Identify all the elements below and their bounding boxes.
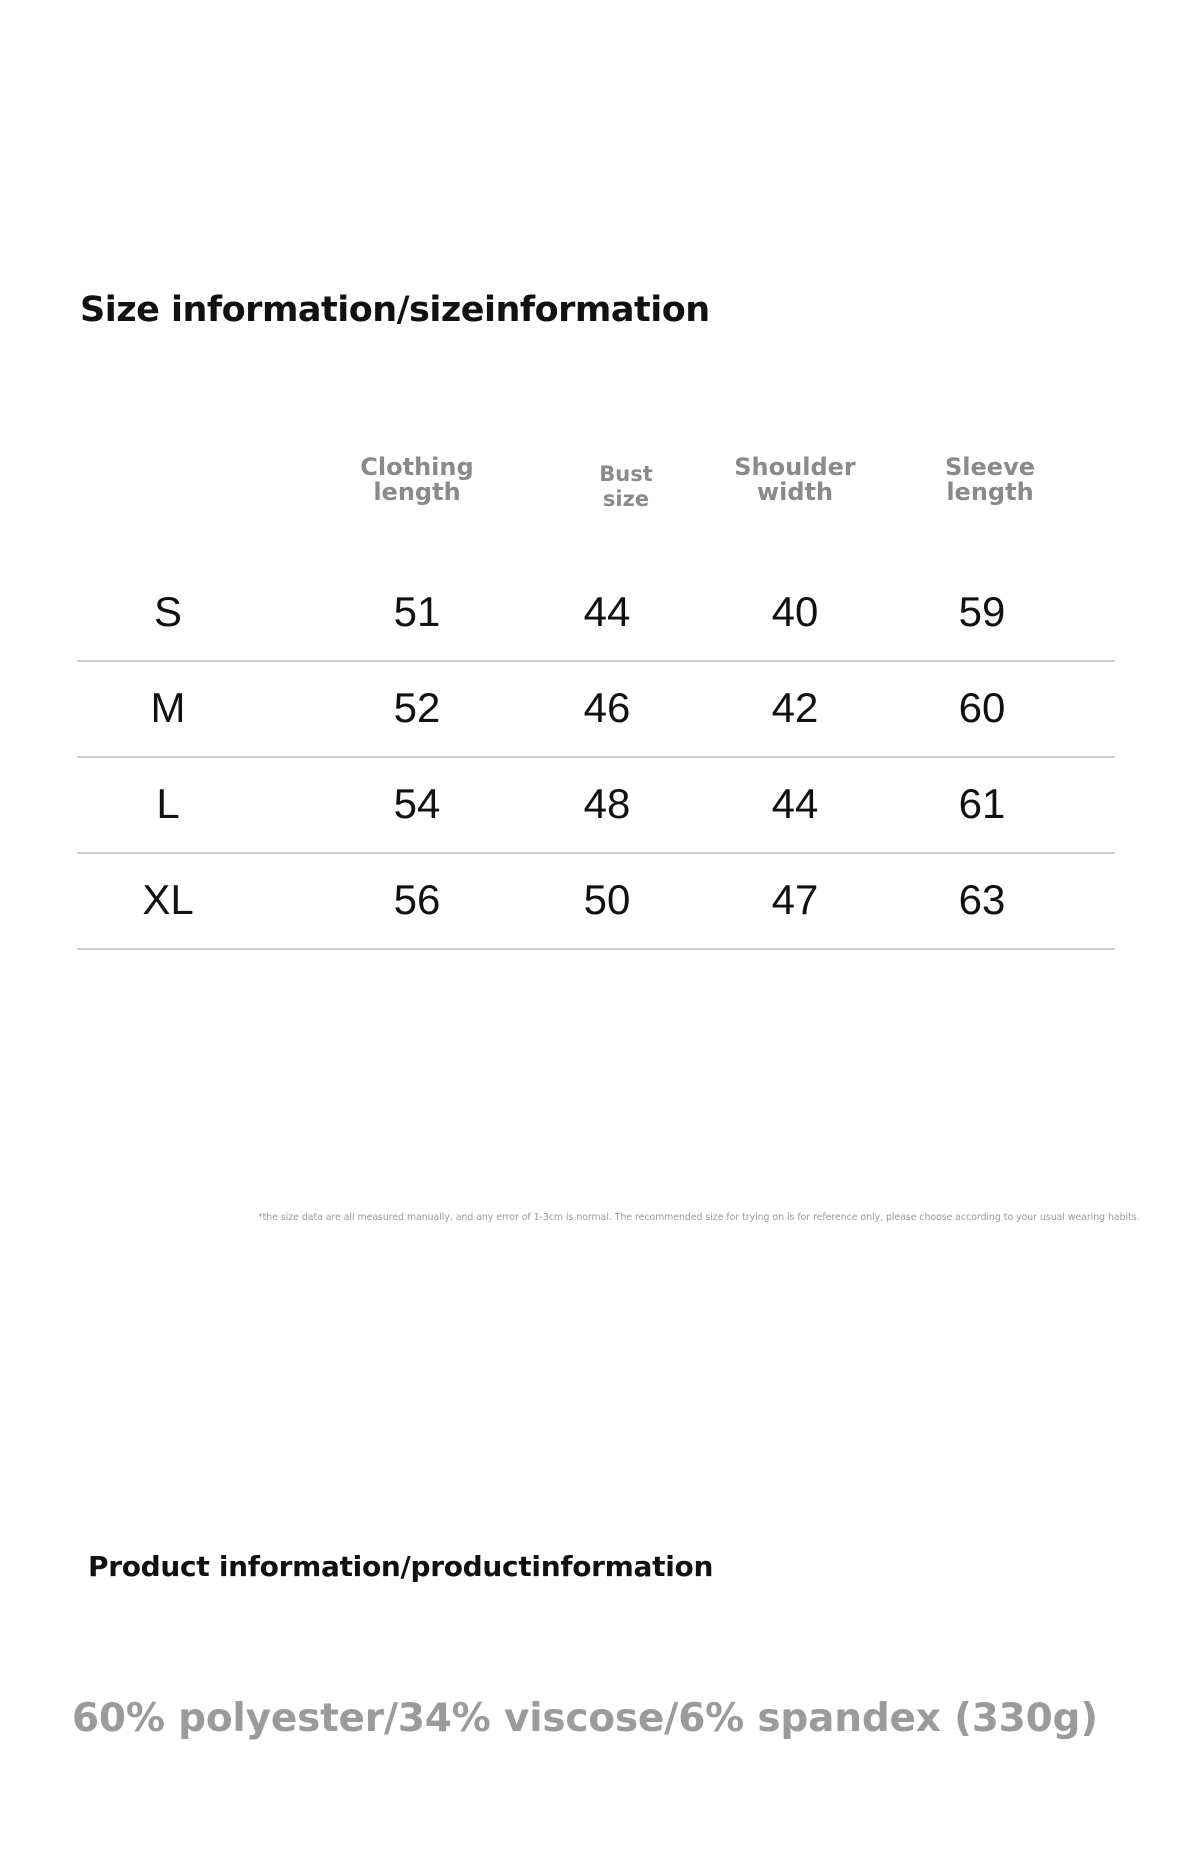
table-cell: 44 [771, 780, 819, 827]
table-cell: 54 [393, 780, 441, 827]
size-info-title: Size information/sizeinformation [80, 290, 710, 330]
column-header-line: width [756, 478, 834, 506]
table-cell: 51 [393, 588, 441, 635]
table-row [77, 660, 1115, 758]
size-label: M [150, 684, 186, 731]
column-header-line: Clothing [360, 453, 474, 481]
table-cell: 60 [958, 684, 1006, 731]
size-label: S [153, 588, 182, 635]
table-cell: 63 [958, 876, 1006, 923]
table-cell: 47 [771, 876, 819, 923]
product-info-title: Product information/productinformation [88, 1550, 714, 1583]
column-header-line: Sleeve [945, 453, 1035, 481]
table-cell: 59 [958, 588, 1006, 635]
table-cell: 52 [393, 684, 441, 731]
table-cell: 44 [583, 588, 631, 635]
column-header-line: length [373, 478, 461, 506]
table-cell: 46 [583, 684, 631, 731]
table-cell: 42 [771, 684, 819, 731]
table-row [77, 756, 1115, 854]
size-label: L [156, 780, 180, 827]
table-cell: 48 [583, 780, 631, 827]
table-cell: 50 [583, 876, 631, 923]
column-header-line: length [946, 478, 1034, 506]
column-header-bust-size [536, 462, 716, 512]
table-row [77, 852, 1115, 950]
table-cell: 40 [771, 588, 819, 635]
column-header-line: Shoulder [734, 453, 856, 481]
table-cell: 61 [958, 780, 1006, 827]
column-header-clothing-length [327, 455, 507, 505]
table-row [77, 564, 1115, 662]
column-header-sleeve-length [900, 455, 1080, 505]
column-header-shoulder-width [705, 455, 885, 505]
column-header-line: size [602, 487, 650, 511]
column-header-line: Bust [599, 462, 653, 486]
table-cell: 56 [393, 876, 441, 923]
size-label: XL [142, 876, 194, 923]
fabric-composition: 60% polyester/34% viscose/6% spandex (330g) [72, 1696, 1098, 1741]
measurement-note: *the size data are all measured manually, and any error of 1-3cm is normal. The recommended size for trying on is for reference only, please choose according to your usual wearing habits. [258, 1212, 1140, 1223]
